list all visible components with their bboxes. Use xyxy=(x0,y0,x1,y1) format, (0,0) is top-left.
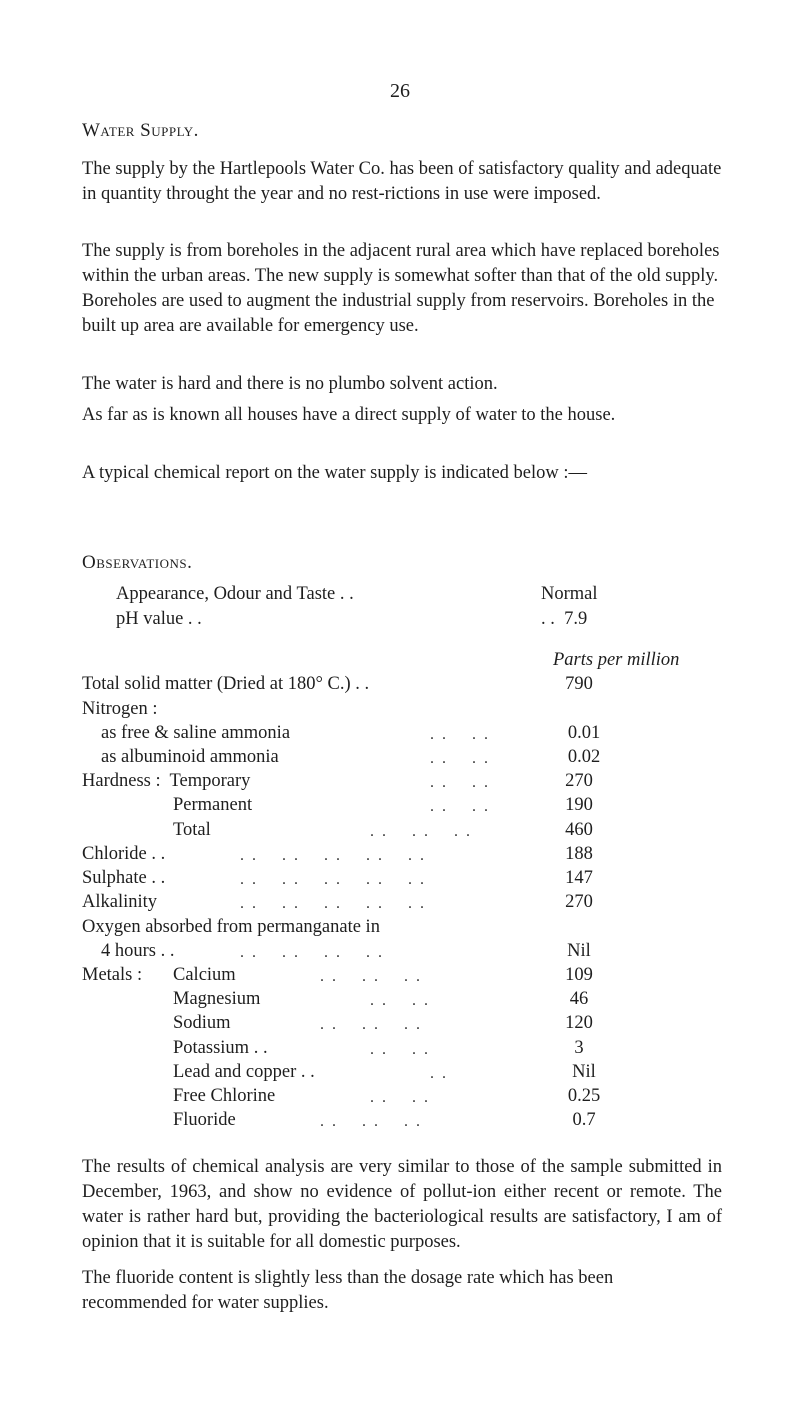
leader-dots: . . . . . . xyxy=(320,1113,422,1130)
row-label: Nitrogen : xyxy=(82,699,158,719)
closing-paragraph-2: The fluoride content is slightly less than the dosage rate which has been recommended for water supplies. xyxy=(82,1268,614,1313)
appearance-value: Normal xyxy=(541,584,598,604)
row-value: 109 xyxy=(565,965,593,985)
leader-dots: . . . . xyxy=(370,1089,430,1106)
leader-dots: . . . . . . . . . . xyxy=(240,895,426,912)
row-value: Nil xyxy=(567,941,591,961)
observations-heading: Observations. xyxy=(82,552,193,573)
row-label: as free & saline ammonia xyxy=(101,723,291,743)
row-label: Total solid matter (Dried at 180° C.) . . xyxy=(82,674,370,694)
row-label: Alkalinity xyxy=(82,892,158,912)
leader-dots: . . . . . . . . xyxy=(240,944,384,961)
row-value: 270 xyxy=(565,771,593,791)
row-label: Permanent xyxy=(173,795,253,815)
intro-paragraph-2: The supply is from boreholes in the adjacent rural area which have replaced boreholes within the urban areas. The new supply is somewhat softer than that of the old supply. Boreholes are used to augment the industrial supply from reservoirs. Boreholes in the built up area are available for emergency use. xyxy=(82,241,720,336)
intro-paragraph-4: As far as is known all houses have a direct supply of water to the house. xyxy=(82,405,616,425)
units-header: Parts per million xyxy=(553,650,680,670)
leader-dots: . . . . xyxy=(430,726,490,743)
leader-dots: . . . . . . xyxy=(320,968,422,985)
row-label: Hardness : Temporary xyxy=(82,771,251,791)
leader-dots: . . . . xyxy=(430,798,490,815)
row-value: 147 xyxy=(565,868,593,888)
leader-dots: . . . . xyxy=(430,774,490,791)
ph-label: pH value . . xyxy=(116,609,202,629)
intro-paragraph-5: A typical chemical report on the water supply is indicated below :— xyxy=(82,463,588,483)
row-label: Fluoride xyxy=(173,1110,236,1130)
leader-dots: . . . . xyxy=(370,992,430,1009)
leader-dots: . . . . . . xyxy=(370,823,472,840)
row-label: Potassium . . xyxy=(173,1038,268,1058)
row-value: 188 xyxy=(565,844,593,864)
row-value: Nil xyxy=(572,1062,596,1082)
calcium-label: Calcium xyxy=(173,965,236,985)
leader-dots: . . . . . . . . . . xyxy=(240,871,426,888)
row-label: Sulphate . . xyxy=(82,868,166,888)
water-supply-heading: Water Supply. xyxy=(82,120,199,141)
row-value: 790 xyxy=(565,674,593,694)
row-value: 3 xyxy=(574,1038,584,1058)
row-label: Total xyxy=(173,820,211,840)
row-label: Free Chlorine xyxy=(173,1086,276,1106)
row-value: 0.25 xyxy=(567,1086,601,1106)
leader-dots: . . . . xyxy=(370,1041,430,1058)
row-value: 190 xyxy=(565,795,593,815)
closing-paragraph-1: The results of chemical analysis are very similar to those of the sample submitted in December, 1963, and show no evidence of pollut-ion either recent or remote. The water is rather hard but, providing the bacteriological results are satisfactory, I am of opinion that it is suitable for all domestic purposes. xyxy=(82,1157,722,1252)
leader-dots: . . . . xyxy=(430,750,490,767)
leader-dots: . . . . . . . . . . xyxy=(240,847,426,864)
appearance-label: Appearance, Odour and Taste . . xyxy=(116,584,354,604)
intro-paragraph-1: The supply by the Hartlepools Water Co. has been of satisfactory quality and adequate in quantity throught the year and no rest-rictions in use were imposed. xyxy=(82,159,722,204)
row-label: Sodium xyxy=(173,1013,231,1033)
page-number: 26 xyxy=(390,80,410,102)
row-label: as albuminoid ammonia xyxy=(101,747,279,767)
leader-dots: . . . . . . xyxy=(320,1016,422,1033)
row-label: Chloride . . xyxy=(82,844,166,864)
row-label: 4 hours . . xyxy=(101,941,175,961)
row-label: Lead and copper . . xyxy=(173,1062,315,1082)
row-value: 460 xyxy=(565,820,593,840)
ph-value: . . 7.9 xyxy=(541,609,588,629)
row-label: Metals : xyxy=(82,965,143,985)
leader-dots: . . xyxy=(430,1065,448,1082)
intro-paragraph-3: The water is hard and there is no plumbo solvent action. xyxy=(82,374,498,394)
row-value: 0.02 xyxy=(567,747,601,767)
row-label: Magnesium xyxy=(173,989,261,1009)
row-value: 0.7 xyxy=(572,1110,596,1130)
row-label: Oxygen absorbed from permanganate in xyxy=(82,917,380,937)
row-value: 120 xyxy=(565,1013,593,1033)
row-value: 270 xyxy=(565,892,593,912)
row-value: 0.01 xyxy=(567,723,601,743)
row-value: 46 xyxy=(569,989,589,1009)
